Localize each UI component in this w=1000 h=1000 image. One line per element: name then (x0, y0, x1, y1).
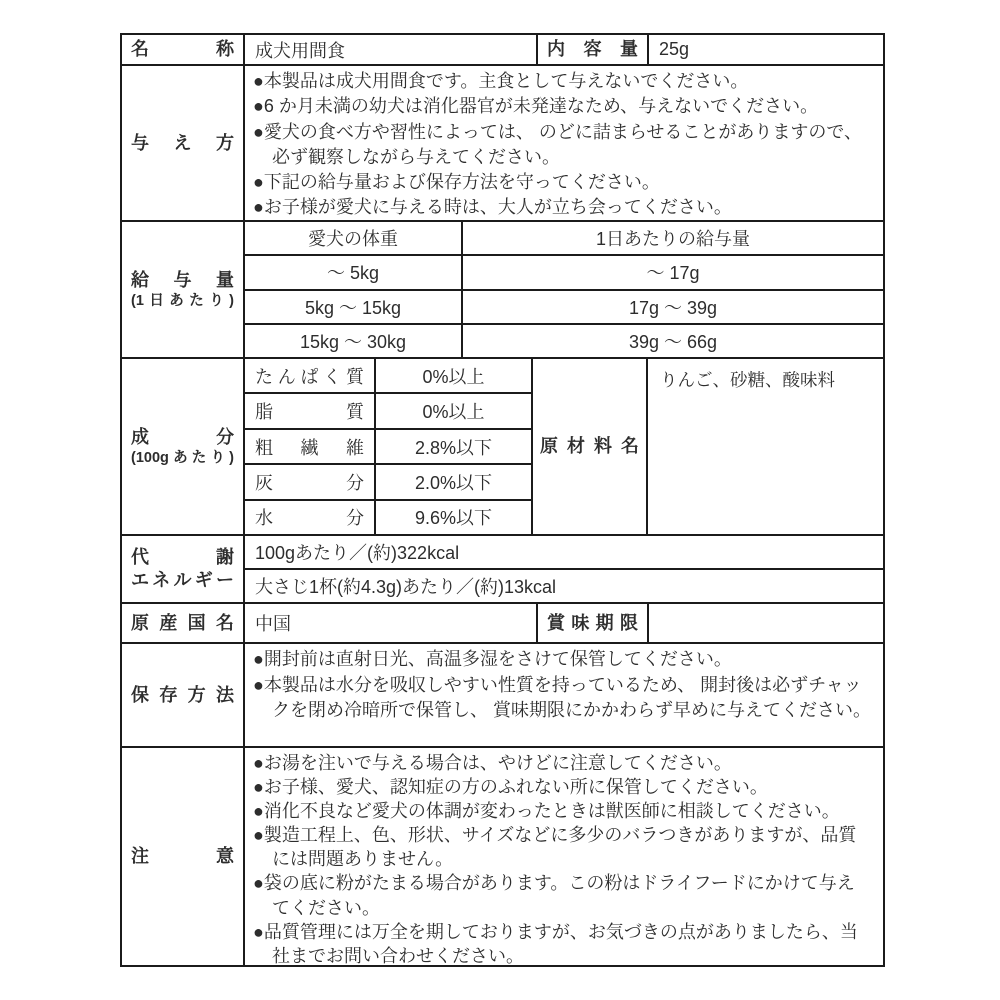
nutrient-row (245, 463, 531, 498)
feeding-bullet: ●愛犬の食べ方や習性によっては、 のどに詰まらせることがありますので、必ず観察しながら与えてください。 (253, 121, 862, 167)
row-product-name (122, 35, 883, 64)
nutrient-name: 水分 (255, 508, 364, 529)
amount-value: 17g 〜 39g (628, 297, 718, 318)
expiry-label: 賞味期限 (547, 612, 638, 633)
expiry-value (649, 604, 883, 642)
caution-bullet: ●お子様、愛犬、認知症の方のふれない所に保管してください。 (253, 777, 768, 798)
feeding-bullet: ●下記の給与量および保存方法を守ってください。 (253, 172, 660, 193)
row-origin (122, 602, 883, 642)
storage-bullet: ●本製品は水分を吸収しやすい性質を持っているため、 開封後は必ずチャックを閉め冷暗所で保管し、 賞味期限にかかわらず早めに与えてください。 (253, 674, 871, 720)
expiry-label-cell (538, 604, 649, 642)
amount-value: 39g 〜 66g (628, 331, 718, 352)
net-content-value: 25g (659, 39, 690, 59)
origin-value: 中国 (245, 604, 538, 642)
energy-values (245, 536, 883, 602)
caution-label: 注意 (131, 846, 234, 866)
nutrient-value: 0%以上 (422, 366, 485, 387)
nutrient-row (245, 428, 531, 463)
composition-label: 成分 (131, 426, 234, 447)
nutrient-value: 2.0%以下 (414, 472, 493, 493)
product-name-label-cell (122, 35, 245, 64)
storage-label-cell (122, 644, 245, 746)
origin-label: 原産国名 (131, 612, 234, 633)
row-composition (122, 357, 883, 534)
caution-notes (245, 748, 883, 965)
feeding-amount-row (245, 323, 883, 357)
composition-label-sub: (100gあたり) (131, 449, 234, 466)
feeding-label: 与え方 (131, 132, 234, 153)
feeding-amount-row (245, 289, 883, 323)
weight-value: 〜 5kg (245, 256, 463, 288)
row-storage (122, 642, 883, 746)
weight-value: 5kg 〜 15kg (245, 291, 463, 323)
nutrient-value: 2.8%以下 (414, 437, 493, 458)
energy-per-100g: 100gあたり／(約)322kcal (255, 543, 460, 563)
nutrient-value: 0%以上 (422, 402, 485, 423)
nutrient-name: 灰分 (255, 472, 364, 493)
net-content-label-cell (538, 35, 649, 64)
energy-label-line1: 代謝 (131, 547, 234, 567)
net-content-label: 内容量 (547, 39, 638, 59)
nutrient-value: 9.6%以下 (414, 508, 493, 529)
feeding-instructions (245, 66, 883, 220)
feeding-amount-label-cell (122, 222, 245, 357)
product-info-table (120, 33, 885, 967)
nutrient-name: 粗繊維 (255, 437, 364, 458)
nutrient-row (245, 392, 531, 427)
caution-bullet: ●袋の底に粉がたまる場合があります。この粉はドライフードにかけて与えてください。 (253, 873, 855, 918)
weight-value: 15kg 〜 30kg (245, 325, 463, 357)
feeding-amount-label-sub: (1日あたり) (131, 292, 234, 309)
column-header-amount: 1日あたりの給与量 (595, 229, 750, 250)
feeding-bullet: ●6 か月未満の幼犬は消化器官が未発達なため、与えないでください。 (253, 96, 819, 117)
row-metabolic-energy (122, 534, 883, 602)
row-caution (122, 746, 883, 965)
nutrient-row (245, 499, 531, 534)
row-feeding (122, 64, 883, 220)
amount-value: 〜 17g (646, 263, 700, 284)
storage-bullet: ●開封前は直射日光、高温多湿をさけて保管してください。 (253, 649, 732, 669)
row-feeding-amount (122, 220, 883, 357)
feeding-amount-row (245, 254, 883, 288)
feeding-amount-label: 給与量 (131, 269, 234, 290)
ingredients-label-cell (533, 359, 648, 534)
product-name-value: 成犬用間食 (245, 35, 538, 64)
nutrient-table (245, 359, 533, 534)
energy-label-line2: エネルギー (131, 570, 234, 590)
nutrient-row (245, 359, 531, 392)
product-name-label: 名称 (131, 39, 234, 59)
caution-label-cell (122, 748, 245, 965)
storage-label: 保存方法 (131, 684, 234, 705)
ingredients-label: 原材料名 (540, 436, 639, 456)
caution-bullet: ●製造工程上、色、形状、サイズなどに多少のバラつきがありますが、品質には問題ありません。 (253, 825, 857, 870)
nutrient-name: たんぱく質 (255, 366, 364, 387)
ingredients-value: りんご、砂糖、酸味料 (660, 370, 835, 390)
caution-bullet: ●お湯を注いで与える場合は、やけどに注意してください。 (253, 753, 732, 773)
feeding-bullet: ●本製品は成犬用間食です。主食として与えないでください。 (253, 71, 749, 91)
feeding-amount-header-row (245, 222, 883, 254)
feeding-amount-table (245, 222, 883, 357)
energy-per-spoon: 大さじ1杯(約4.3g)あたり／(約)13kcal (245, 568, 883, 602)
caution-bullet: ●消化不良など愛犬の体調が変わったときは獣医師に相談してください。 (253, 801, 840, 822)
storage-instructions (245, 644, 883, 746)
column-header-weight: 愛犬の体重 (245, 222, 463, 254)
origin-label-cell (122, 604, 245, 642)
feeding-bullet: ●お子様が愛犬に与える時は、大人が立ち会ってください。 (253, 197, 732, 218)
caution-bullet: ●品質管理には万全を期しておりますが、お気づきの点がありましたら、当社までお問い合わせください。 (253, 921, 858, 966)
energy-label-cell (122, 536, 245, 602)
feeding-label-cell (122, 66, 245, 220)
nutrient-name: 脂質 (255, 402, 364, 423)
composition-label-cell (122, 359, 245, 534)
